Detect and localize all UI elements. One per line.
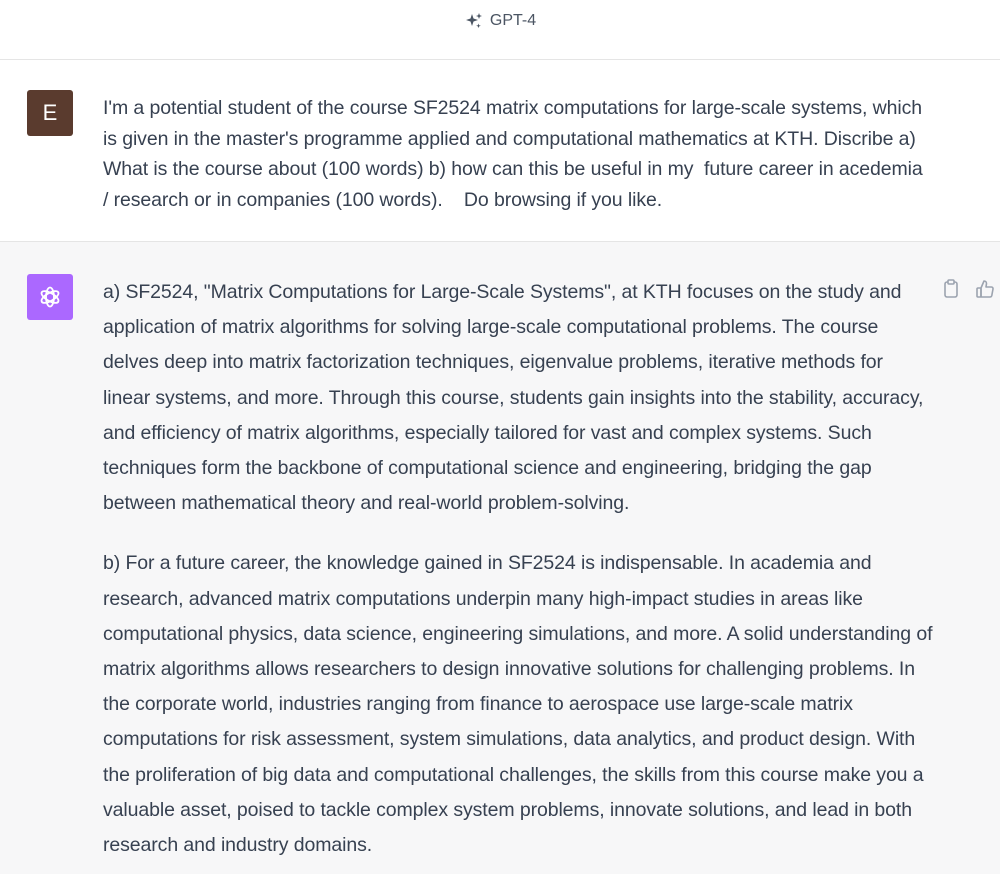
model-selector[interactable]: [464, 11, 536, 31]
model-name: GPT-4: [489, 11, 537, 29]
avatar: [27, 90, 73, 136]
copy-icon[interactable]: [940, 278, 962, 300]
chat-header: [0, 0, 1000, 60]
message-actions: [940, 278, 996, 300]
avatar-letter: E: [42, 100, 58, 125]
paragraph-a: a) SF2524, "Matrix Computations for Large-Scale Systems", at KTH focuses on the study and application of matrix algorithms for solving large-scale computational problems. The course delves deep into matrix factorization techniques, eigenvalue problems, iterative methods for linear systems, and more. Through this course, students gain insights into the stability, accuracy, and efficiency of matrix algorithms, especially tailored for vast and complex systems. Such techniques form the backbone of computational science and engineering, bridging the gap between mathematical theory and real-world problem-solving.: [103, 281, 924, 515]
openai-logo-icon: [27, 274, 73, 320]
paragraph-b: b) For a future career, the knowledge gained in SF2524 is indispensable. In academia and research, advanced matrix computations underpin many high-impact studies in areas like computational physics, data science, engineering simulations, and more. A solid understanding of matrix algorithms allows researchers to design innovative solutions for challenging problems. In the corporate world, industries ranging from finance to aerospace use large-scale matrix computations for risk assessment, system simulations, data analytics, and product design. With the proliferation of big data and computational challenges, the skills from this course make you a valuable asset, poised to tackle complex system problems, innovate solutions, and lead in both research and industry domains.: [103, 552, 933, 857]
user-message-text: I'm a potential student of the course SF2524 matrix computations for large-scale systems, which is given in the master's programme applied and computational mathematics at KTH. Discribe a) What is the course about (100 words) b) how can this be useful in my future career in acedemia / research or in companies (100 words). Do browsing if you like.: [103, 97, 928, 211]
sparkle-icon: [464, 11, 484, 31]
thumbs-up-icon[interactable]: [974, 278, 996, 300]
assistant-message-text: [103, 275, 933, 888]
assistant-message: [0, 242, 1000, 874]
user-message: [0, 60, 1000, 242]
